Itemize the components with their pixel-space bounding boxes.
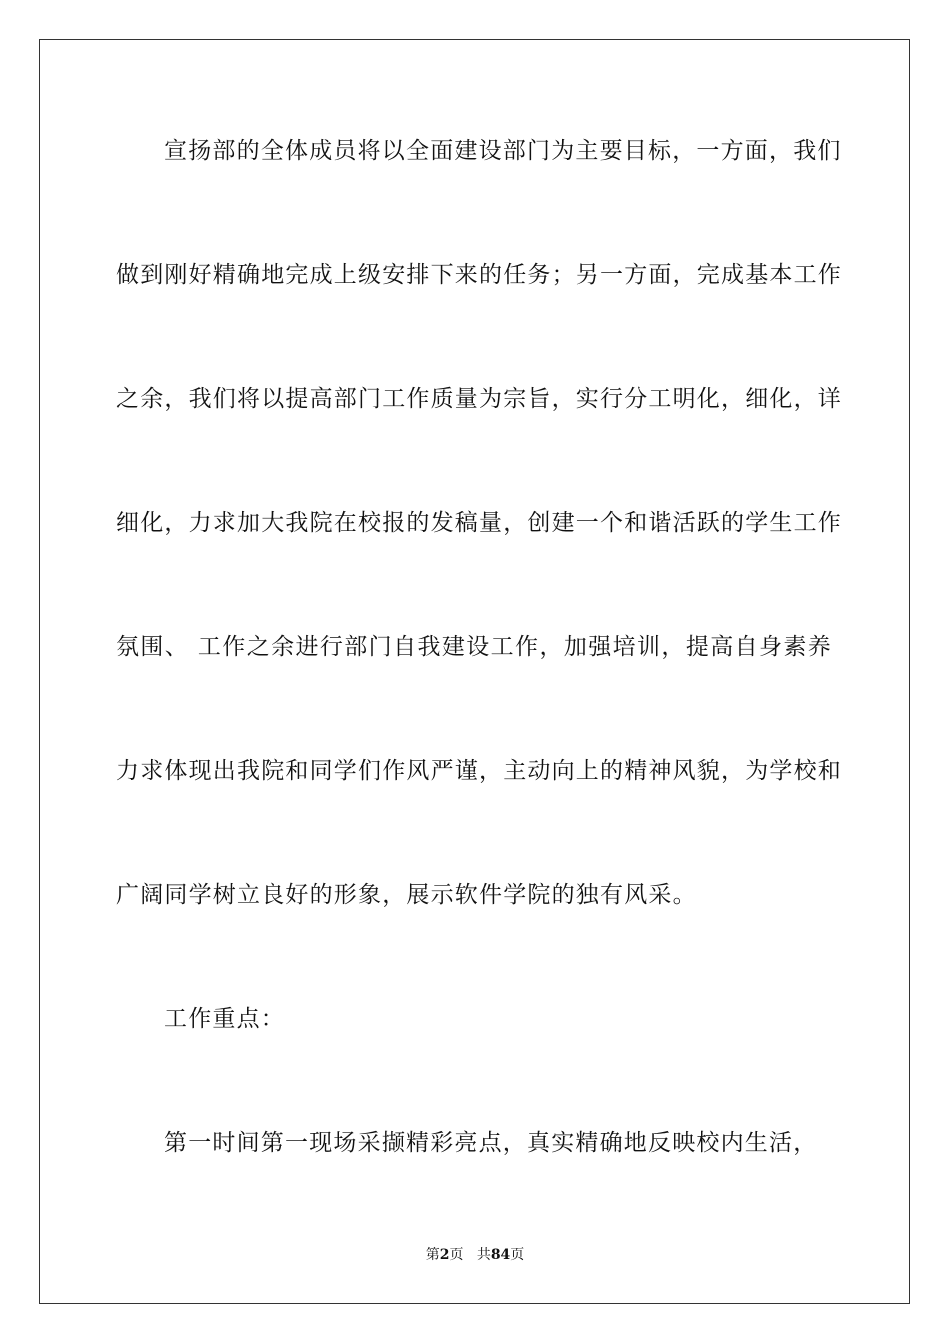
current-page-number: 2 [439, 1247, 450, 1263]
total-page-count: 84 [490, 1247, 511, 1263]
text-line-9: 第一时间第一现场采撷精彩亮点，真实精确地反映校内生活， [164, 1130, 818, 1156]
text-line-6: 力求体现出我院和同学们作风严谨，主动向上的精神风貌，为学校和 [116, 758, 842, 784]
footer-prefix: 第 [425, 1247, 440, 1263]
text-line-3: 之余，我们将以提高部门工作质量为宗旨，实行分工明化，细化，详 [116, 386, 842, 412]
text-line-7: 广阔同学树立良好的形象，展示软件学院的独有风采。 [116, 882, 697, 908]
text-line-2: 做到刚好精确地完成上级安排下来的任务；另一方面，完成基本工作 [116, 262, 842, 288]
footer-total-prefix: 共 [476, 1247, 491, 1263]
section-heading: 工作重点： [164, 1006, 285, 1032]
text-line-1: 宣扬部的全体成员将以全面建设部门为主要目标，一方面，我们 [164, 138, 842, 164]
text-line-5: 氛围、 工作之余进行部门自我建设工作，加强培训，提高自身素养 [116, 634, 832, 660]
text-line-4: 细化，力求加大我院在校报的发稿量，创建一个和谐活跃的学生工作 [116, 510, 842, 536]
page-border [39, 39, 910, 1304]
footer-total-suffix: 页 [510, 1247, 525, 1263]
footer-page-suffix: 页 [449, 1247, 464, 1263]
page-footer [0, 1246, 950, 1264]
